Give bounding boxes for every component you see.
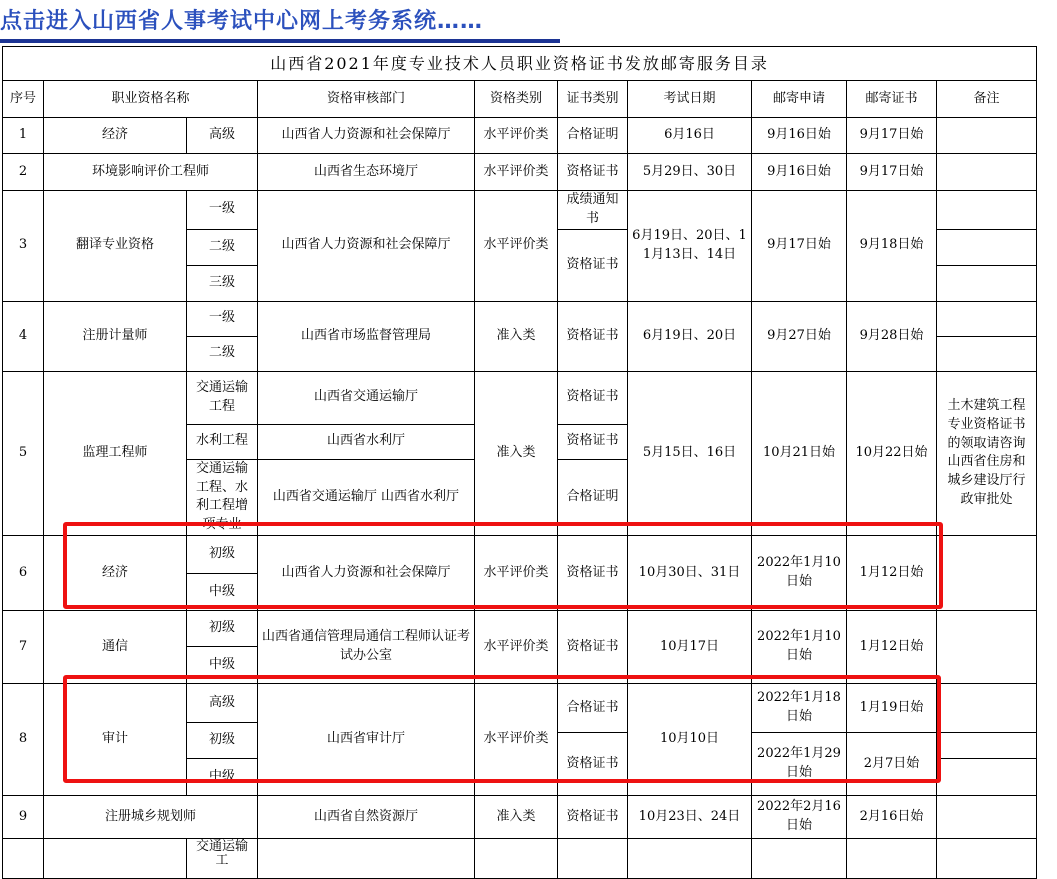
cell-remark [937,611,1037,684]
cell-cert: 合格证明 [558,459,628,535]
cell-apply [752,839,847,879]
cell-remark [937,839,1037,879]
cell-mail: 9月28日始 [847,301,937,371]
cell-remark [937,796,1037,839]
cell-level: 中级 [187,574,258,611]
cell-seq: 2 [3,154,44,191]
cell-cert: 资格证书 [558,611,628,684]
cell-exam: 6月19日、20日 [628,301,752,371]
cell-category [475,839,558,879]
cell-dept: 山西省通信管理局通信工程师认证考试办公室 [258,611,475,684]
cell-exam: 10月17日 [628,611,752,684]
cell-cert: 资格证书 [558,733,628,796]
cell-cert: 资格证书 [558,301,628,371]
cell-name: 通信 [44,611,187,684]
table-row [3,684,1037,723]
cell-level: 初级 [187,611,258,647]
cell-seq: 1 [3,118,44,154]
header-mail-apply: 邮寄申请 [752,81,847,118]
cell-mail: 1月19日始 [847,684,937,733]
cell-dept: 山西省交通运输厅 [258,371,475,424]
header-exam-date: 考试日期 [628,81,752,118]
cell-level: 一级 [187,191,258,230]
table-row [3,191,1037,230]
certificate-mail-table [2,46,1037,879]
table-row [3,118,1037,154]
cell-seq: 7 [3,611,44,684]
cell-seq: 3 [3,191,44,302]
table-row [3,301,1037,336]
cell-remark [937,336,1037,371]
cell-category: 水平评价类 [475,684,558,796]
cell-name: 经济 [44,536,187,611]
cell-category: 水平评价类 [475,118,558,154]
cell-apply: 2022年1月18日始 [752,684,847,733]
cell-remark [937,684,1037,733]
cell-name: 审计 [44,684,187,796]
cell-seq: 5 [3,371,44,535]
cell-level: 二级 [187,229,258,265]
cell-mail: 2月16日始 [847,796,937,839]
cell-mail: 9月17日始 [847,118,937,154]
cell-level: 中级 [187,759,258,796]
cell-cert: 合格证书 [558,684,628,733]
header-dept: 资格审核部门 [258,81,475,118]
cell-level: 二级 [187,336,258,371]
cell-apply: 2022年1月10日始 [752,536,847,611]
cell-remark [937,118,1037,154]
cell-mail: 10月22日始 [847,371,937,535]
cell-level: 初级 [187,723,258,759]
cell-apply: 9月16日始 [752,118,847,154]
cell-level: 高级 [187,684,258,723]
cell-cert: 资格证书 [558,154,628,191]
cell-level: 中级 [187,647,258,684]
cell-apply: 2022年1月10日始 [752,611,847,684]
header-row [3,81,1037,118]
cell-level: 高级 [187,118,258,154]
cell-exam: 5月15日、16日 [628,371,752,535]
cell-cert: 资格证书 [558,796,628,839]
cell-remark [937,229,1037,265]
cell-seq [3,839,44,879]
cell-dept: 山西省人力资源和社会保障厅 [258,536,475,611]
table-row [3,154,1037,191]
cell-mail: 1月12日始 [847,611,937,684]
cell-remark [937,536,1037,611]
cell-level: 水利工程 [187,424,258,459]
table-row [3,371,1037,424]
cell-remark [937,733,1037,759]
cell-dept: 山西省水利厅 [258,424,475,459]
cell-exam: 10月23日、24日 [628,796,752,839]
cell-cert: 资格证书 [558,229,628,301]
cell-category: 准入类 [475,301,558,371]
cell-category: 水平评价类 [475,611,558,684]
cell-remark [937,265,1037,301]
cell-mail: 9月18日始 [847,191,937,302]
cell-remark [937,191,1037,230]
enter-exam-system-link[interactable]: 点击进入山西省人事考试中心网上考务系统…… [0,4,560,43]
cell-apply: 2022年1月29日始 [752,733,847,796]
cell-dept: 山西省人力资源和社会保障厅 [258,191,475,302]
cell-level: 交通运输工程 [187,371,258,424]
cell-seq: 9 [3,796,44,839]
certificate-mail-table-wrap [2,46,1037,879]
cell-apply: 2022年2月16日始 [752,796,847,839]
cell-name: 经济 [44,118,187,154]
cell-apply: 9月16日始 [752,154,847,191]
table-title: 山西省2021年度专业技术人员职业资格证书发放邮寄服务目录 [3,47,1037,81]
cell-seq: 8 [3,684,44,796]
cell-exam: 6月19日、20日、11月13日、14日 [628,191,752,302]
cell-exam [628,839,752,879]
cell-dept [258,839,475,879]
header-category: 资格类别 [475,81,558,118]
cell-exam: 5月29日、30日 [628,154,752,191]
cell-dept: 山西省人力资源和社会保障厅 [258,118,475,154]
cell-mail: 9月17日始 [847,154,937,191]
header-cert-type: 证书类别 [558,81,628,118]
table-row [3,611,1037,647]
cell-category: 水平评价类 [475,536,558,611]
table-row-partial [3,839,1037,879]
cell-level: 一级 [187,301,258,336]
cell-category: 水平评价类 [475,191,558,302]
cell-mail [847,839,937,879]
cell-apply: 10月21日始 [752,371,847,535]
cell-dept: 山西省市场监督管理局 [258,301,475,371]
header-seq: 序号 [3,81,44,118]
cell-name: 监理工程师 [44,371,187,535]
cell-level: 交通运输工 [187,839,258,879]
header-mail-cert: 邮寄证书 [847,81,937,118]
cell-seq: 6 [3,536,44,611]
cell-name: 注册城乡规划师 [44,796,258,839]
cell-name: 注册计量师 [44,301,187,371]
cell-remark [937,154,1037,191]
cell-cert: 成绩通知书 [558,191,628,230]
cell-remark: 土木建筑工程专业资格证书的领取请咨询山西省住房和城乡建设厅行政审批处 [937,371,1037,535]
cell-exam: 10月30日、31日 [628,536,752,611]
cell-level: 三级 [187,265,258,301]
cell-name: 翻译专业资格 [44,191,187,302]
header-name: 职业资格名称 [44,81,258,118]
cell-apply: 9月17日始 [752,191,847,302]
cell-cert: 资格证书 [558,371,628,424]
cell-category: 准入类 [475,796,558,839]
cell-cert [558,839,628,879]
cell-dept: 山西省交通运输厅 山西省水利厅 [258,459,475,535]
cell-dept: 山西省生态环境厅 [258,154,475,191]
cell-cert: 资格证书 [558,536,628,611]
cell-category: 水平评价类 [475,154,558,191]
cell-name [44,839,187,879]
table-row [3,796,1037,839]
cell-cert: 合格证明 [558,118,628,154]
cell-name: 环境影响评价工程师 [44,154,258,191]
cell-dept: 山西省自然资源厅 [258,796,475,839]
cell-apply: 9月27日始 [752,301,847,371]
cell-level: 初级 [187,536,258,574]
table-row [3,536,1037,574]
cell-dept: 山西省审计厅 [258,684,475,796]
cell-remark [937,759,1037,796]
cell-exam: 10月10日 [628,684,752,796]
header-remark: 备注 [937,81,1037,118]
cell-category: 准入类 [475,371,558,535]
cell-exam: 6月16日 [628,118,752,154]
cell-remark [937,301,1037,336]
cell-cert: 资格证书 [558,424,628,459]
cell-mail: 1月12日始 [847,536,937,611]
cell-mail: 2月7日始 [847,733,937,796]
cell-seq: 4 [3,301,44,371]
cell-level: 交通运输工程、水利工程增项专业 [187,459,258,535]
